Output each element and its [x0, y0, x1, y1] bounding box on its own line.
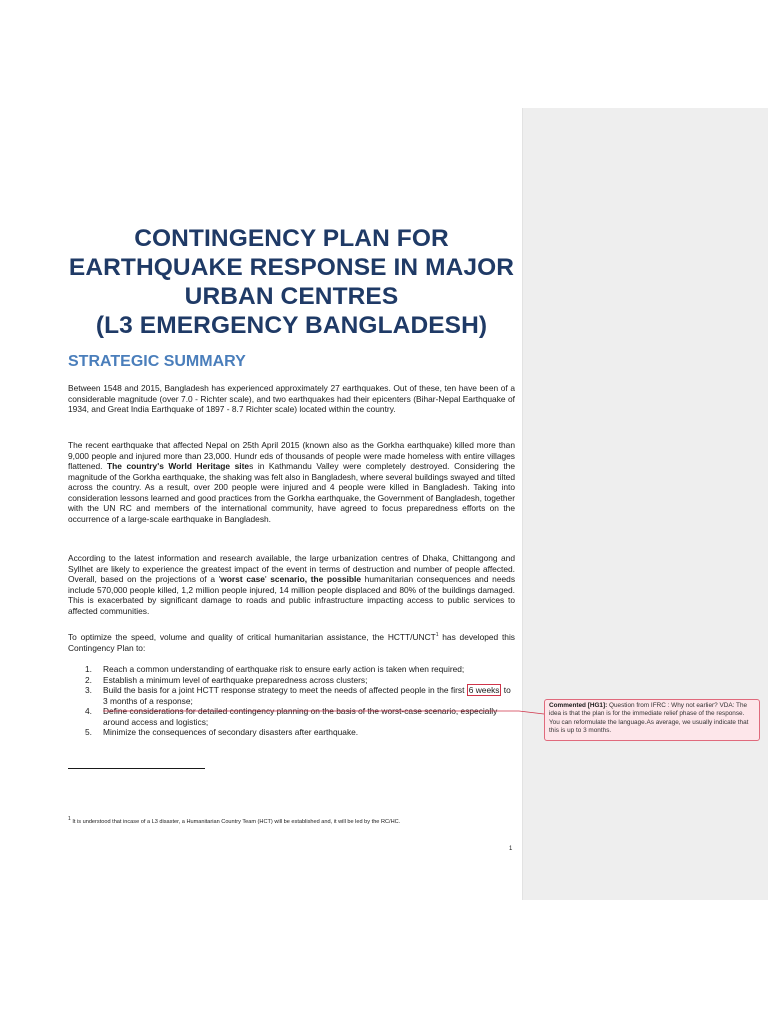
list-item-text-a: Build the basis for a joint HCTT response strategy to meet the needs of affected people in the first — [103, 685, 467, 696]
list-item-text: Establish a minimum level of earthquake preparedness across clusters; — [103, 674, 368, 685]
paragraph-4-text-b: has developed this Contingency Plan to: — [68, 632, 515, 653]
comment-text: Question from IFRC : Why not earlier? VDA: The idea is that the plan is for the immediate relief phase of the response. You can reformulate the language.As average, we usually indicate that this is up to 3 months. — [549, 702, 749, 735]
document-title — [68, 224, 515, 340]
objectives-list — [85, 664, 515, 738]
paragraph-3-bold-scenario: scenario, the possible — [270, 574, 361, 585]
list-item-text: Minimize the consequences of secondary disasters after earthquake. — [103, 727, 359, 738]
list-item-text: Reach a common understanding of earthquake risk to ensure early action is taken when required; — [103, 664, 465, 674]
comment-balloon[interactable] — [544, 699, 760, 741]
list-item-text: Define considerations for detailed contingency planning on the basis of the worst-case scenario, especially around access and logistics; — [103, 706, 498, 727]
footnote-separator — [68, 768, 205, 769]
footnote-text: It is understood that incase of a L3 disaster, a Humanitarian Country Team (HCT) will be established and, it will be led by the RC/HC. — [70, 819, 401, 825]
commented-text-highlight[interactable]: 6 weeks — [468, 685, 500, 696]
footnote-number: 1 — [68, 816, 71, 823]
paragraph-3-text-e: humanitarian consequences and needs include 570,000 people killed, 1,2 million people injured, 14 million people displaced and 80% of the buildings damaged. This is exacerbated by significant damage to roads and public infrastructure impacting access to public services to affected communities. — [68, 574, 516, 616]
paragraph-2-bold: The country's World Heritage site — [107, 461, 250, 472]
paragraph-3-bold-worst-case: worst case — [220, 574, 265, 585]
list-item — [85, 727, 515, 738]
page-number: 1 — [509, 846, 513, 852]
title-line-3: URBAN CENTRES — [184, 283, 399, 310]
list-item — [85, 706, 515, 727]
list-number: 3. — [85, 685, 92, 696]
paragraph-2-text-a: The recent earthquake that affected Nepal on 25th April 2015 (known also as the Gorkha earthquake) killed more than 9,000 people and injured more than 23,000. Hundr eds of thousands of people were made homeless with entire villages flattened. — [68, 440, 515, 472]
paragraph-2-text-c: s in Kathmandu Valley were completely destroyed. Considering the magnitude of the Gorkha earthquake, the shaking was felt also in Bangladesh, where several buildings swayed and tilted across the country. As a result, over 200 people were injured and 4 people were killed in Bangladesh. Taking into consideration lessons learned and good practices from the Gorkha earthquake, the Government of Bangladesh, together with the UN RC and members of the international community, have agreed to focus preparedness efforts on the occurrence of a large-scale earthquake in Bangladesh. — [68, 461, 515, 524]
list-number: 4. — [85, 706, 92, 717]
paragraph-3 — [68, 553, 515, 616]
list-item — [85, 664, 515, 675]
comments-margin-pane — [522, 108, 768, 900]
section-heading: STRATEGIC SUMMARY — [68, 353, 246, 370]
list-number: 5. — [85, 727, 92, 738]
comment-author-tag: Commented [HG1]: — [549, 702, 608, 709]
paragraph-4 — [68, 632, 515, 653]
title-line-2: EARTHQUAKE RESPONSE IN MAJOR — [68, 254, 515, 281]
list-item — [85, 685, 515, 706]
list-number: 1. — [85, 664, 92, 674]
footnote-reference[interactable]: 1 — [435, 632, 439, 639]
footnote — [68, 816, 515, 826]
list-item-text-b: to 3 months of a response; — [103, 685, 511, 706]
title-line-1: CONTINGENCY PLAN FOR — [134, 225, 449, 252]
paragraph-3-text-a: According to the latest information and research available, the large urbanization centres of Dhaka, Chittangong and Syllhet are likely to experience the greatest impact of the event in terms of destruction and number of people affected. Overall, based on the projections of a ' — [68, 553, 515, 585]
list-item — [85, 675, 515, 686]
paragraph-1: Between 1548 and 2015, Bangladesh has experienced approximately 27 earthquakes. Out of these, ten have been of a considerable magnitude (over 7.0 - Richter scale), and two earthquakes had their epicenters (Bihar-Nepal Earthquake of 1934, and Great India Earthquake of 1897 - 8.7 Richter scale) located within the country. — [68, 383, 515, 415]
paragraph-2 — [68, 440, 515, 524]
paragraph-3-text-c: ' — [264, 574, 271, 585]
title-line-4: (L3 EMERGENCY BANGLADESH) — [95, 312, 488, 339]
paragraph-4-text-a: To optimize the speed, volume and quality of critical humanitarian assistance, the HCTT/UNCT — [68, 632, 436, 642]
list-number: 2. — [85, 674, 92, 685]
